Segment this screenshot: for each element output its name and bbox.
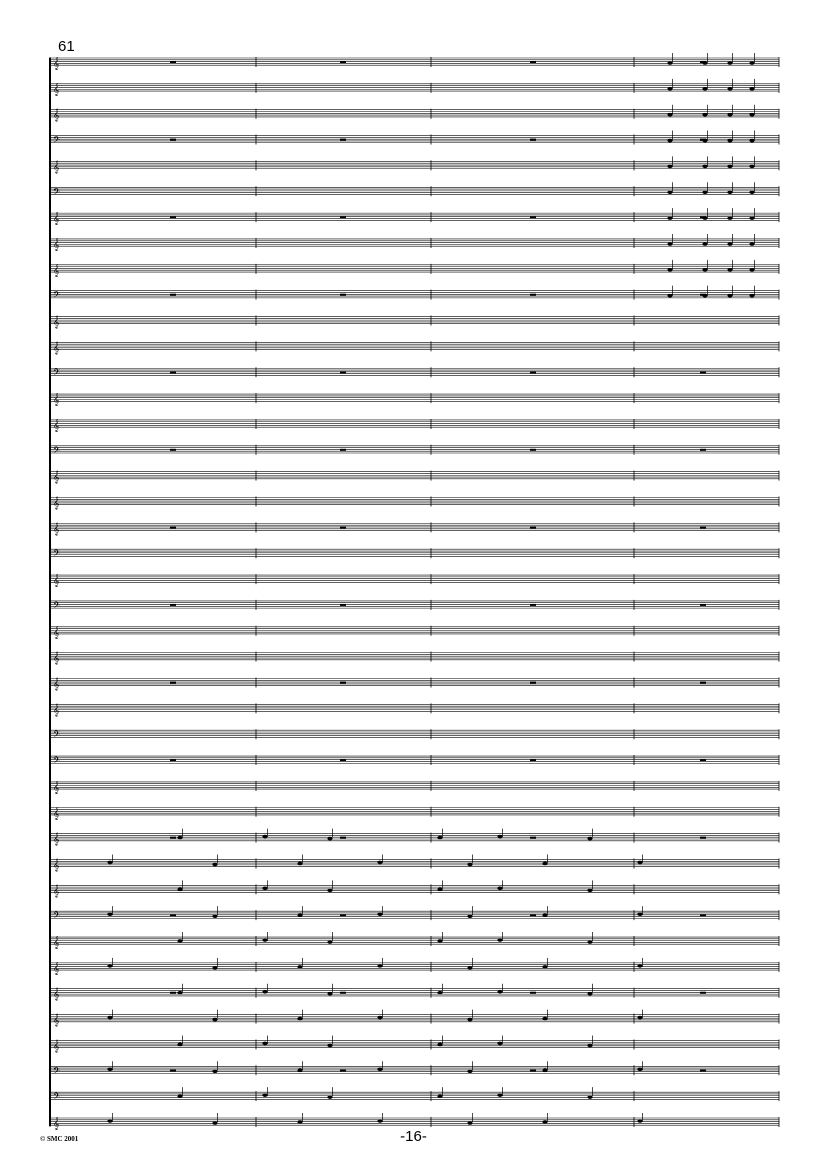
note-head [212, 1018, 217, 1022]
staff [50, 53, 779, 70]
clef-icon: 𝄞 [53, 496, 60, 510]
staff [50, 393, 779, 406]
whole-rest [700, 1069, 706, 1071]
clef-icon: 𝄞 [53, 522, 60, 536]
note-head [377, 861, 382, 865]
staff [50, 548, 779, 561]
note-head [297, 1068, 302, 1072]
clef-icon: 𝄞 [53, 341, 60, 355]
note-head [327, 1044, 332, 1048]
whole-rest [530, 216, 536, 218]
whole-rest [340, 759, 346, 761]
whole-rest [170, 992, 176, 994]
staff [50, 260, 779, 277]
note-head [497, 835, 502, 839]
note-head [702, 113, 707, 117]
staff [50, 932, 779, 949]
note-head [727, 294, 732, 298]
note-head [637, 1067, 642, 1071]
whole-rest [170, 371, 176, 373]
note-head [297, 965, 302, 969]
clef-icon: 𝄢 [53, 1091, 61, 1105]
note-head [749, 87, 754, 91]
staff [50, 522, 779, 535]
staff [50, 906, 779, 923]
note-head [377, 964, 382, 968]
note-head [727, 190, 732, 194]
whole-rest [530, 914, 536, 916]
clef-icon: 𝄞 [53, 832, 60, 846]
whole-rest [530, 837, 536, 839]
note-head [107, 1016, 112, 1020]
note-head [667, 165, 672, 169]
staff [50, 880, 779, 897]
note-head [702, 216, 707, 220]
clef-icon: 𝄞 [53, 625, 60, 639]
whole-rest [340, 681, 346, 683]
whole-rest [530, 681, 536, 683]
clef-icon: 𝄞 [53, 936, 60, 950]
staff [50, 367, 779, 380]
note-head [297, 862, 302, 866]
note-head [327, 889, 332, 893]
note-head [702, 61, 707, 65]
note-head [542, 965, 547, 969]
note-head [377, 1119, 382, 1123]
note-head [587, 992, 592, 996]
staff [50, 156, 779, 173]
note-head [542, 913, 547, 917]
staff [50, 854, 779, 871]
whole-rest [340, 526, 346, 528]
note-head [749, 165, 754, 169]
staff [50, 1035, 779, 1052]
whole-rest [530, 294, 536, 296]
note-head [212, 863, 217, 867]
note-head [727, 165, 732, 169]
note-head [637, 912, 642, 916]
whole-rest [170, 604, 176, 606]
note-head [667, 113, 672, 117]
note-head [667, 268, 672, 272]
note-head [702, 165, 707, 169]
staff [50, 182, 779, 199]
note-head [667, 139, 672, 143]
measure-number: 61 [58, 38, 75, 55]
note-head [542, 862, 547, 866]
note-head [749, 113, 754, 117]
note-head [177, 991, 182, 995]
whole-rest [340, 992, 346, 994]
staff [50, 574, 779, 587]
staff [50, 1087, 779, 1104]
whole-rest [170, 1069, 176, 1071]
whole-rest [700, 759, 706, 761]
note-head [749, 242, 754, 246]
staff [50, 316, 779, 329]
note-head [262, 1093, 267, 1097]
note-head [667, 216, 672, 220]
whole-rest [530, 371, 536, 373]
clef-icon: 𝄞 [53, 393, 60, 407]
whole-rest [340, 1069, 346, 1071]
staff [50, 234, 779, 251]
clef-icon: 𝄞 [53, 263, 60, 277]
staff [50, 1010, 779, 1027]
clef-icon: 𝄞 [53, 806, 60, 820]
whole-rest [700, 681, 706, 683]
clef-icon: 𝄞 [53, 884, 60, 898]
note-head [587, 889, 592, 893]
note-head [107, 912, 112, 916]
note-head [467, 1069, 472, 1073]
note-head [637, 861, 642, 865]
note-head [107, 964, 112, 968]
whole-rest [340, 216, 346, 218]
staff [50, 419, 779, 432]
note-head [727, 268, 732, 272]
note-head [297, 1120, 302, 1124]
note-head [727, 87, 732, 91]
note-head [297, 1017, 302, 1021]
note-head [667, 87, 672, 91]
note-head [497, 887, 502, 891]
clef-icon: 𝄞 [53, 651, 60, 665]
whole-rest [530, 139, 536, 141]
staff [50, 781, 779, 794]
note-head [262, 1042, 267, 1046]
note-head [497, 938, 502, 942]
note-head [437, 1043, 442, 1047]
note-head [637, 1119, 642, 1123]
note-head [437, 836, 442, 840]
staff [50, 958, 779, 975]
note-head [497, 990, 502, 994]
note-head [587, 940, 592, 944]
note-head [467, 1121, 472, 1125]
note-head [437, 939, 442, 943]
note-head [437, 1094, 442, 1098]
note-head [107, 1067, 112, 1071]
note-head [177, 888, 182, 892]
staff [50, 600, 779, 613]
note-head [327, 837, 332, 841]
clef-icon: 𝄞 [53, 108, 60, 122]
clef-icon: 𝄞 [53, 1039, 60, 1053]
whole-rest [340, 449, 346, 451]
whole-rest [170, 526, 176, 528]
note-head [212, 1121, 217, 1125]
clef-icon: 𝄞 [53, 160, 60, 174]
note-head [497, 1093, 502, 1097]
staff [50, 131, 779, 148]
clef-icon: 𝄢 [53, 910, 61, 924]
clef-icon: 𝄞 [53, 418, 60, 432]
whole-rest [340, 604, 346, 606]
note-head [467, 914, 472, 918]
whole-rest [170, 216, 176, 218]
staff [50, 984, 779, 1001]
note-head [749, 190, 754, 194]
note-head [467, 966, 472, 970]
note-head [542, 1120, 547, 1124]
clef-icon: 𝄢 [53, 1065, 61, 1079]
clef-icon: 𝄢 [53, 289, 61, 303]
note-head [327, 992, 332, 996]
whole-rest [530, 992, 536, 994]
staff [50, 1061, 779, 1078]
whole-rest [530, 449, 536, 451]
staff [50, 677, 779, 690]
note-head [107, 861, 112, 865]
staff [50, 208, 779, 225]
clef-icon: 𝄢 [53, 444, 61, 458]
note-head [497, 1042, 502, 1046]
clef-icon: 𝄢 [53, 186, 61, 200]
note-head [542, 1068, 547, 1072]
note-head [702, 294, 707, 298]
note-head [749, 268, 754, 272]
note-head [702, 268, 707, 272]
whole-rest [700, 449, 706, 451]
note-head [327, 1095, 332, 1099]
staff [50, 807, 779, 820]
whole-rest [340, 371, 346, 373]
clef-icon: 𝄞 [53, 987, 60, 1001]
note-head [587, 837, 592, 841]
whole-rest [170, 681, 176, 683]
clef-icon: 𝄞 [53, 780, 60, 794]
note-head [177, 1043, 182, 1047]
note-head [262, 887, 267, 891]
clef-icon: 𝄞 [53, 1013, 60, 1027]
staff [50, 497, 779, 510]
note-head [749, 61, 754, 65]
staff [50, 105, 779, 122]
note-head [542, 1017, 547, 1021]
whole-rest [340, 139, 346, 141]
note-head [212, 1069, 217, 1073]
note-head [437, 888, 442, 892]
whole-rest [530, 759, 536, 761]
whole-rest [700, 526, 706, 528]
clef-icon: 𝄞 [53, 57, 60, 70]
whole-rest [170, 294, 176, 296]
clef-icon: 𝄞 [53, 703, 60, 717]
staff [50, 445, 779, 458]
note-head [212, 914, 217, 918]
whole-rest [170, 914, 176, 916]
note-head [177, 836, 182, 840]
note-head [727, 139, 732, 143]
clef-icon: 𝄞 [53, 315, 60, 329]
whole-rest [700, 914, 706, 916]
staff [50, 755, 779, 768]
staff [50, 341, 779, 354]
whole-rest [700, 992, 706, 994]
note-head [327, 940, 332, 944]
note-head [587, 1095, 592, 1099]
clef-icon: 𝄞 [53, 1117, 60, 1130]
note-head [377, 912, 382, 916]
note-head [667, 242, 672, 246]
clef-icon: 𝄞 [53, 961, 60, 975]
note-head [437, 991, 442, 995]
whole-rest [530, 61, 536, 63]
clef-icon: 𝄢 [53, 367, 61, 381]
whole-rest [530, 526, 536, 528]
note-head [377, 1016, 382, 1020]
note-head [667, 61, 672, 65]
note-head [702, 87, 707, 91]
staff [50, 79, 779, 96]
note-head [749, 216, 754, 220]
note-head [467, 1018, 472, 1022]
clef-icon: 𝄞 [53, 677, 60, 691]
note-head [297, 913, 302, 917]
note-head [749, 139, 754, 143]
whole-rest [700, 837, 706, 839]
clef-icon: 𝄞 [53, 237, 60, 251]
note-head [702, 242, 707, 246]
whole-rest [170, 139, 176, 141]
note-head [749, 294, 754, 298]
staff [50, 652, 779, 665]
copyright-notice: © SMC 2001 [40, 1135, 79, 1143]
clef-icon: 𝄢 [53, 134, 61, 148]
whole-rest [340, 914, 346, 916]
note-head [667, 294, 672, 298]
staff [50, 703, 779, 716]
whole-rest [530, 1069, 536, 1071]
note-head [637, 1016, 642, 1020]
clef-icon: 𝄞 [53, 470, 60, 484]
note-head [587, 1044, 592, 1048]
note-head [262, 990, 267, 994]
note-head [727, 113, 732, 117]
whole-rest [530, 604, 536, 606]
note-head [727, 216, 732, 220]
note-head [262, 835, 267, 839]
clef-icon: 𝄞 [53, 574, 60, 588]
clef-icon: 𝄞 [53, 212, 60, 226]
note-head [377, 1067, 382, 1071]
clef-icon: 𝄢 [53, 729, 61, 743]
note-head [262, 938, 267, 942]
note-head [467, 863, 472, 867]
whole-rest [340, 61, 346, 63]
whole-rest [340, 837, 346, 839]
note-head [702, 139, 707, 143]
whole-rest [340, 294, 346, 296]
staff [50, 286, 779, 303]
clef-icon: 𝄞 [53, 82, 60, 96]
clef-icon: 𝄢 [53, 548, 61, 562]
note-head [727, 242, 732, 246]
staff [50, 829, 779, 846]
page-number: -16- [400, 1128, 427, 1145]
note-head [107, 1119, 112, 1123]
note-head [177, 1094, 182, 1098]
staff [50, 471, 779, 484]
clef-icon: 𝄢 [53, 599, 61, 613]
note-head [637, 964, 642, 968]
note-head [727, 61, 732, 65]
clef-icon: 𝄞 [53, 858, 60, 872]
staff [50, 729, 779, 742]
whole-rest [170, 837, 176, 839]
whole-rest [700, 604, 706, 606]
note-head [667, 190, 672, 194]
whole-rest [170, 449, 176, 451]
whole-rest [700, 371, 706, 373]
note-head [212, 966, 217, 970]
whole-rest [170, 61, 176, 63]
note-head [177, 939, 182, 943]
note-head [702, 190, 707, 194]
clef-icon: 𝄢 [53, 755, 61, 769]
staff [50, 626, 779, 639]
whole-rest [170, 759, 176, 761]
